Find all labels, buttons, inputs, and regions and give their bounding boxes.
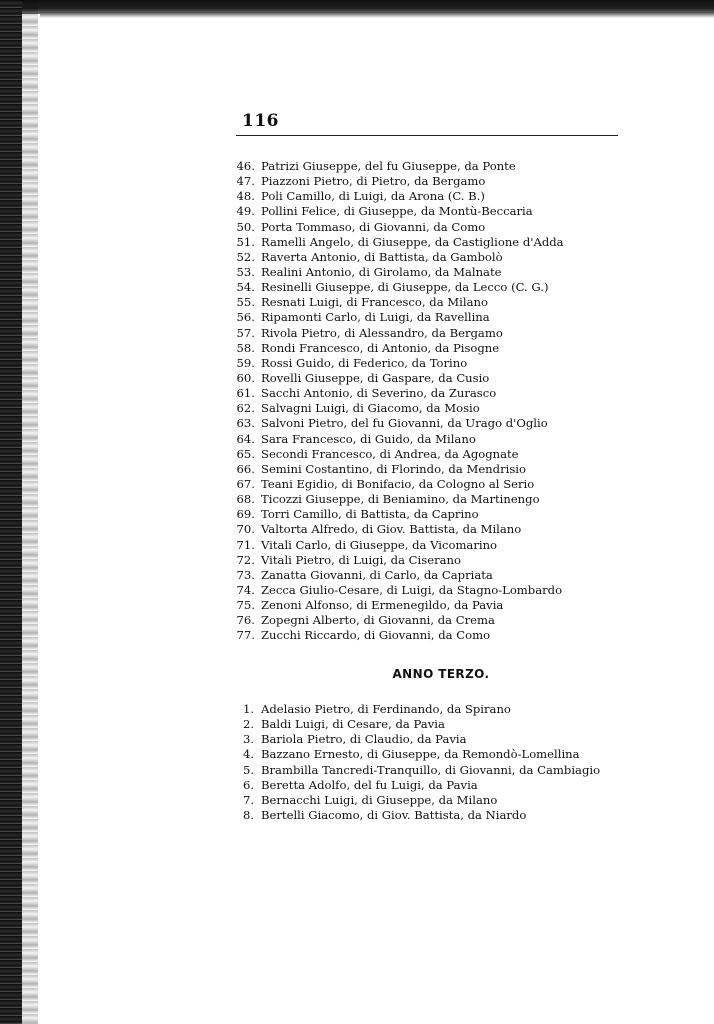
entry-number: 64. <box>236 431 255 446</box>
entry-text: Poli Camillo, di Luigi, da Arona (C. B.) <box>261 189 485 204</box>
entry-text: Rondi Francesco, di Antonio, da Pisogne <box>261 340 500 355</box>
list-entry <box>226 522 564 537</box>
entry-number: 47. <box>236 174 255 189</box>
list-entry <box>226 401 564 416</box>
entry-number: 51. <box>236 234 255 249</box>
entry-text: Ticozzi Giuseppe, di Beniamino, da Martinengo <box>261 492 540 507</box>
entry-text: Patrizi Giuseppe, del fu Giuseppe, da Ponte <box>261 159 516 173</box>
entry-number: 54. <box>236 280 255 295</box>
entry-text: Rivola Pietro, di Alessandro, da Bergamo <box>261 325 503 340</box>
list-entry <box>226 763 600 778</box>
entry-text: Sacchi Antonio, di Severino, da Zurasco <box>261 386 497 401</box>
list-entry <box>226 568 564 583</box>
entry-number: 76. <box>236 613 255 628</box>
entry-text: Ripamonti Carlo, di Luigi, da Ravellina <box>261 310 490 325</box>
entry-text: Zucchi Riccardo, di Giovanni, da Como <box>261 628 491 643</box>
list-entry <box>226 371 564 386</box>
list-entry <box>226 462 564 477</box>
list-entry <box>226 235 564 250</box>
entry-text: Ramelli Angelo, di Giuseppe, da Castiglione d'Adda <box>261 234 564 249</box>
entry-number: 61. <box>236 386 255 401</box>
entry-number: 58. <box>236 340 255 355</box>
list-entry <box>226 628 564 643</box>
list-entry <box>226 341 564 356</box>
entry-number: 57. <box>236 325 255 340</box>
list-entry <box>226 778 600 793</box>
entry-text: Resnati Luigi, di Francesco, da Milano <box>261 295 488 310</box>
list-entry <box>226 310 564 325</box>
list-entry <box>226 189 564 204</box>
entry-text: Porta Tommaso, di Giovanni, da Como <box>261 219 486 234</box>
list-entry <box>226 416 564 431</box>
entry-number: 69. <box>236 507 255 522</box>
entry-number: 65. <box>236 446 255 461</box>
entry-number: 71. <box>236 537 255 552</box>
scan-binding-shadow <box>22 0 38 1024</box>
entry-number: 59. <box>236 355 255 370</box>
entry-text: Salvoni Pietro, del fu Giovanni, da Urago d'Oglio <box>261 416 548 431</box>
entry-number: 7. <box>242 792 254 807</box>
entry-text: Piazzoni Pietro, di Pietro, da Bergamo <box>261 174 486 189</box>
list-entry <box>226 295 564 310</box>
list-entry <box>226 174 564 189</box>
entry-number: 2. <box>242 717 254 732</box>
entry-text: Torri Camillo, di Battista, da Caprino <box>261 507 479 522</box>
scan-binding-edge <box>0 0 22 1024</box>
entry-text: Raverta Antonio, di Battista, da Gambolò <box>261 249 503 264</box>
list-entry <box>226 204 564 219</box>
entry-text: Valtorta Alfredo, di Giov. Battista, da Milano <box>261 522 522 537</box>
entry-text: Brambilla Tancredi-Tranquillo, di Giovanni, da Cambiagio <box>261 762 601 777</box>
list-entry <box>226 538 564 553</box>
entry-number: 68. <box>236 492 255 507</box>
section-heading: ANNO TERZO. <box>392 667 490 681</box>
entry-text: Salvagni Luigi, di Giacomo, da Mosio <box>261 401 480 416</box>
entry-text: Rovelli Giuseppe, di Gaspare, da Cusio <box>261 370 490 385</box>
entry-text: Zopegni Alberto, di Giovanni, da Crema <box>261 613 495 628</box>
scan-top-shadow <box>40 12 714 18</box>
student-list-continued <box>226 159 564 644</box>
entry-number: 53. <box>236 264 255 279</box>
entry-number: 52. <box>236 249 255 264</box>
entry-text: Beretta Adolfo, del fu Luigi, da Pavia <box>261 777 478 792</box>
entry-number: 4. <box>242 747 254 762</box>
entry-number: 66. <box>236 461 255 476</box>
entry-text: Semini Costantino, di Florindo, da Mendrisio <box>261 461 526 476</box>
entry-number: 8. <box>242 807 254 822</box>
entry-number: 75. <box>236 598 255 613</box>
entry-text: Realini Antonio, di Girolamo, da Malnate <box>261 264 502 279</box>
list-entry <box>226 159 564 174</box>
entry-text: Zanatta Giovanni, di Carlo, da Capriata <box>261 567 493 582</box>
entry-text: Zecca Giulio-Cesare, di Luigi, da Stagno-Lombardo <box>261 582 563 597</box>
entry-number: 49. <box>236 204 255 219</box>
entry-text: Vitali Pietro, di Luigi, da Ciserano <box>261 552 461 567</box>
entry-text: Baldi Luigi, di Cesare, da Pavia <box>261 717 445 732</box>
student-list-third-year <box>226 702 600 823</box>
entry-number: 46. <box>236 159 255 173</box>
list-entry <box>226 808 600 823</box>
list-entry <box>226 492 564 507</box>
list-entry <box>226 386 564 401</box>
entry-number: 77. <box>236 628 255 643</box>
list-entry <box>226 717 600 732</box>
list-entry <box>226 432 564 447</box>
entry-number: 63. <box>236 416 255 431</box>
list-entry <box>226 326 564 341</box>
entry-text: Rossi Guido, di Federico, da Torino <box>261 355 468 370</box>
list-entry <box>226 732 600 747</box>
list-entry <box>226 598 564 613</box>
list-entry <box>226 250 564 265</box>
entry-number: 55. <box>236 295 255 310</box>
list-entry <box>226 793 600 808</box>
list-entry <box>226 265 564 280</box>
list-entry <box>226 553 564 568</box>
entry-text: Teani Egidio, di Bonifacio, da Cologno al Serio <box>261 476 535 491</box>
list-entry <box>226 613 564 628</box>
entry-text: Bernacchi Luigi, di Giuseppe, da Milano <box>261 792 498 807</box>
page-number: 116 <box>242 111 279 131</box>
entry-text: Adelasio Pietro, di Ferdinando, da Spirano <box>261 702 511 716</box>
list-entry <box>226 280 564 295</box>
entry-number: 60. <box>236 370 255 385</box>
entry-number: 73. <box>236 567 255 582</box>
list-entry <box>226 477 564 492</box>
entry-number: 1. <box>242 702 254 716</box>
entry-text: Pollini Felice, di Giuseppe, da Montù-Beccaria <box>261 204 533 219</box>
entry-number: 50. <box>236 219 255 234</box>
entry-text: Vitali Carlo, di Giuseppe, da Vicomarino <box>261 537 498 552</box>
list-entry <box>226 747 600 762</box>
list-entry <box>226 702 600 717</box>
entry-text: Bariola Pietro, di Claudio, da Pavia <box>261 732 467 747</box>
header-rule <box>236 135 618 136</box>
entry-text: Secondi Francesco, di Andrea, da Agognate <box>261 446 519 461</box>
entry-text: Bazzano Ernesto, di Giuseppe, da Remondò-Lomellina <box>261 747 580 762</box>
entry-number: 72. <box>236 552 255 567</box>
entry-number: 67. <box>236 476 255 491</box>
entry-text: Resinelli Giuseppe, di Giuseppe, da Lecco (C. G.) <box>261 280 549 295</box>
entry-number: 3. <box>242 732 254 747</box>
entry-text: Sara Francesco, di Guido, da Milano <box>261 431 476 446</box>
entry-number: 62. <box>236 401 255 416</box>
list-entry <box>226 356 564 371</box>
list-entry <box>226 220 564 235</box>
list-entry <box>226 583 564 598</box>
entry-number: 74. <box>236 582 255 597</box>
entry-number: 56. <box>236 310 255 325</box>
entry-number: 70. <box>236 522 255 537</box>
list-entry <box>226 507 564 522</box>
entry-number: 48. <box>236 189 255 204</box>
entry-text: Zenoni Alfonso, di Ermenegildo, da Pavia <box>261 598 504 613</box>
entry-number: 6. <box>242 777 254 792</box>
list-entry <box>226 447 564 462</box>
entry-number: 5. <box>242 762 254 777</box>
entry-text: Bertelli Giacomo, di Giov. Battista, da Niardo <box>261 807 527 822</box>
